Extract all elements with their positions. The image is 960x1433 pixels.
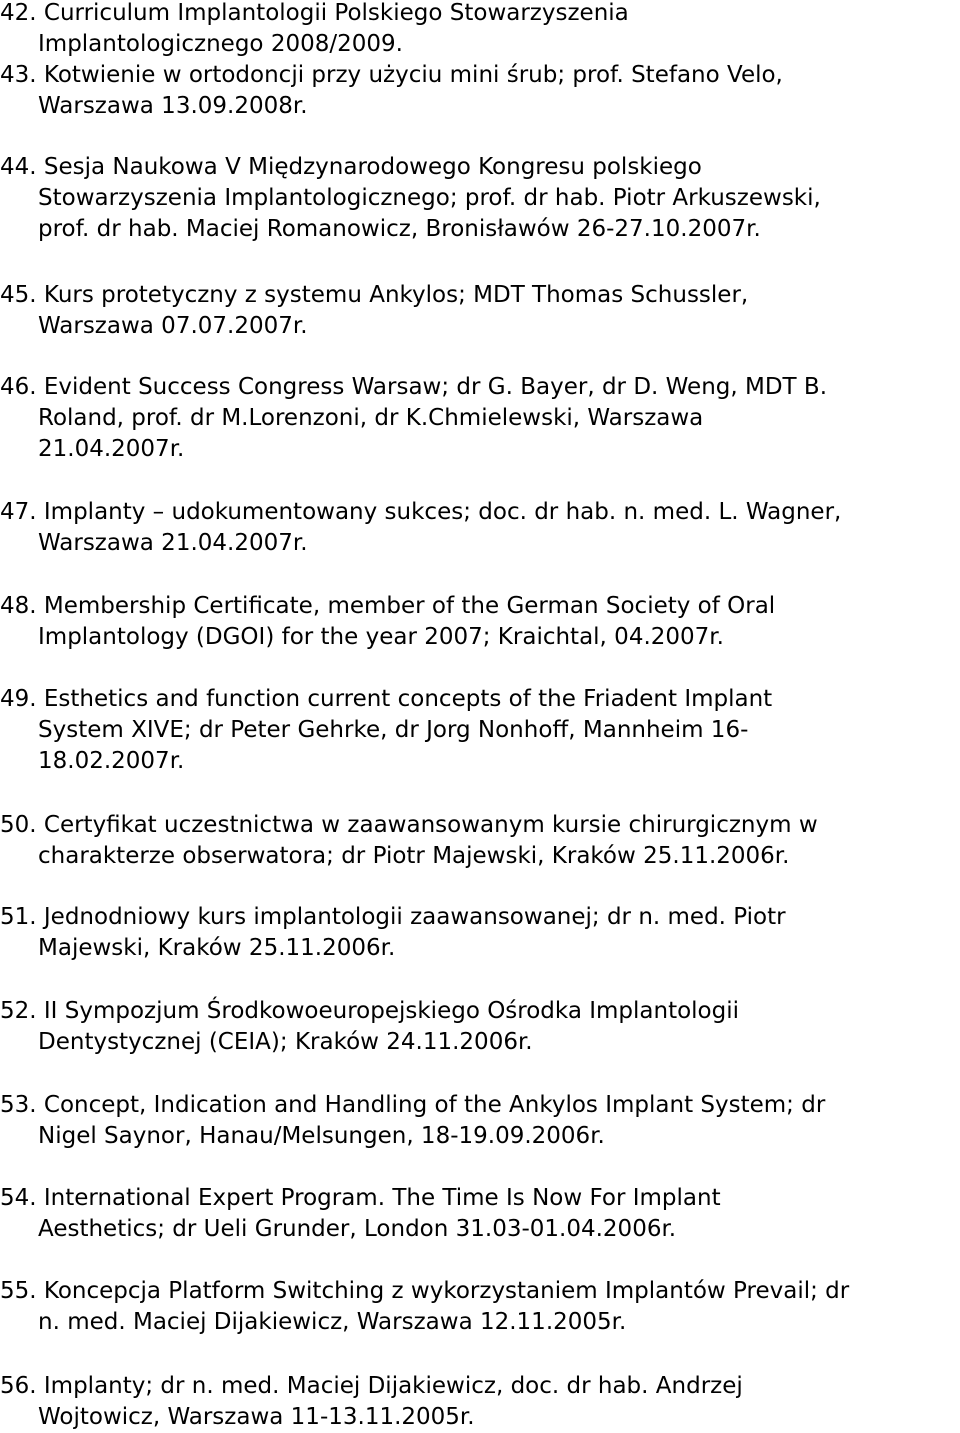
- list-item-47: [0, 497, 960, 559]
- entry-line: 46. Evident Success Congress Warsaw; dr G. Bayer, dr D. Weng, MDT B.: [0, 374, 828, 400]
- entry-line: 53. Concept, Indication and Handling of the Ankylos Implant System; dr: [0, 1092, 826, 1118]
- list-item-45: [0, 280, 960, 342]
- entry-line: Implantologicznego 2008/2009.: [38, 31, 403, 57]
- entry-line: Implantology (DGOI) for the year 2007; Kraichtal, 04.2007r.: [38, 624, 724, 650]
- list-item-56: [0, 1371, 960, 1433]
- entry-line: 47. Implanty – udokumentowany sukces; doc. dr hab. n. med. L. Wagner,: [0, 499, 842, 525]
- list-item-53: [0, 1090, 960, 1152]
- list-item-42: [0, 0, 960, 60]
- entry-line: n. med. Maciej Dijakiewicz, Warszawa 12.11.2005r.: [38, 1309, 627, 1335]
- list-item-55: [0, 1276, 960, 1338]
- list-item-50: [0, 810, 960, 872]
- entry-line: 56. Implanty; dr n. med. Maciej Dijakiewicz, doc. dr hab. Andrzej: [0, 1373, 743, 1399]
- entry-line: 54. International Expert Program. The Time Is Now For Implant: [0, 1185, 721, 1211]
- entry-line: 21.04.2007r.: [38, 436, 185, 462]
- entry-line: 51. Jednodniowy kurs implantologii zaawansowanej; dr n. med. Piotr: [0, 904, 786, 930]
- entry-line: 42. Curriculum Implantologii Polskiego Stowarzyszenia: [0, 0, 629, 26]
- entry-line: Warszawa 21.04.2007r.: [38, 530, 308, 556]
- entry-line: charakterze obserwatora; dr Piotr Majewski, Kraków 25.11.2006r.: [38, 843, 790, 869]
- list-item-46: [0, 372, 960, 465]
- list-item-52: [0, 996, 960, 1058]
- entry-line: 50. Certyfikat uczestnictwa w zaawansowanym kursie chirurgicznym w: [0, 812, 818, 838]
- entry-line: 55. Koncepcja Platform Switching z wykorzystaniem Implantów Prevail; dr: [0, 1278, 850, 1304]
- list-item-43: [0, 60, 960, 122]
- entry-line: Warszawa 07.07.2007r.: [38, 313, 308, 339]
- list-item-48: [0, 591, 960, 653]
- entry-line: 43. Kotwienie w ortodoncji przy użyciu mini śrub; prof. Stefano Velo,: [0, 62, 783, 88]
- list-item-51: [0, 902, 960, 964]
- entry-line: Warszawa 13.09.2008r.: [38, 93, 308, 119]
- entry-line: 18.02.2007r.: [38, 748, 185, 774]
- entry-line: prof. dr hab. Maciej Romanowicz, Bronisławów 26-27.10.2007r.: [38, 216, 761, 242]
- entry-line: Stowarzyszenia Implantologicznego; prof. dr hab. Piotr Arkuszewski,: [38, 185, 821, 211]
- list-item-54: [0, 1183, 960, 1245]
- list-item-44: [0, 152, 960, 245]
- entry-line: Nigel Saynor, Hanau/Melsungen, 18-19.09.2006r.: [38, 1123, 605, 1149]
- entry-line: 48. Membership Certificate, member of the German Society of Oral: [0, 593, 776, 619]
- entry-line: System XIVE; dr Peter Gehrke, dr Jorg Nonhoff, Mannheim 16-: [38, 717, 749, 743]
- entry-line: 49. Esthetics and function current concepts of the Friadent Implant: [0, 686, 773, 712]
- entry-line: 52. II Sympozjum Środkowoeuropejskiego Ośrodka Implantologii: [0, 998, 740, 1024]
- entry-line: Wojtowicz, Warszawa 11-13.11.2005r.: [38, 1404, 475, 1430]
- entry-line: Roland, prof. dr M.Lorenzoni, dr K.Chmielewski, Warszawa: [38, 405, 704, 431]
- entry-line: Dentystycznej (CEIA); Kraków 24.11.2006r.: [38, 1029, 533, 1055]
- list-item-49: [0, 684, 960, 777]
- entry-line: Majewski, Kraków 25.11.2006r.: [38, 935, 396, 961]
- entry-line: Aesthetics; dr Ueli Grunder, London 31.03-01.04.2006r.: [38, 1216, 677, 1242]
- entry-line: 44. Sesja Naukowa V Międzynarodowego Kongresu polskiego: [0, 154, 702, 180]
- entry-line: 45. Kurs protetyczny z systemu Ankylos; MDT Thomas Schussler,: [0, 282, 749, 308]
